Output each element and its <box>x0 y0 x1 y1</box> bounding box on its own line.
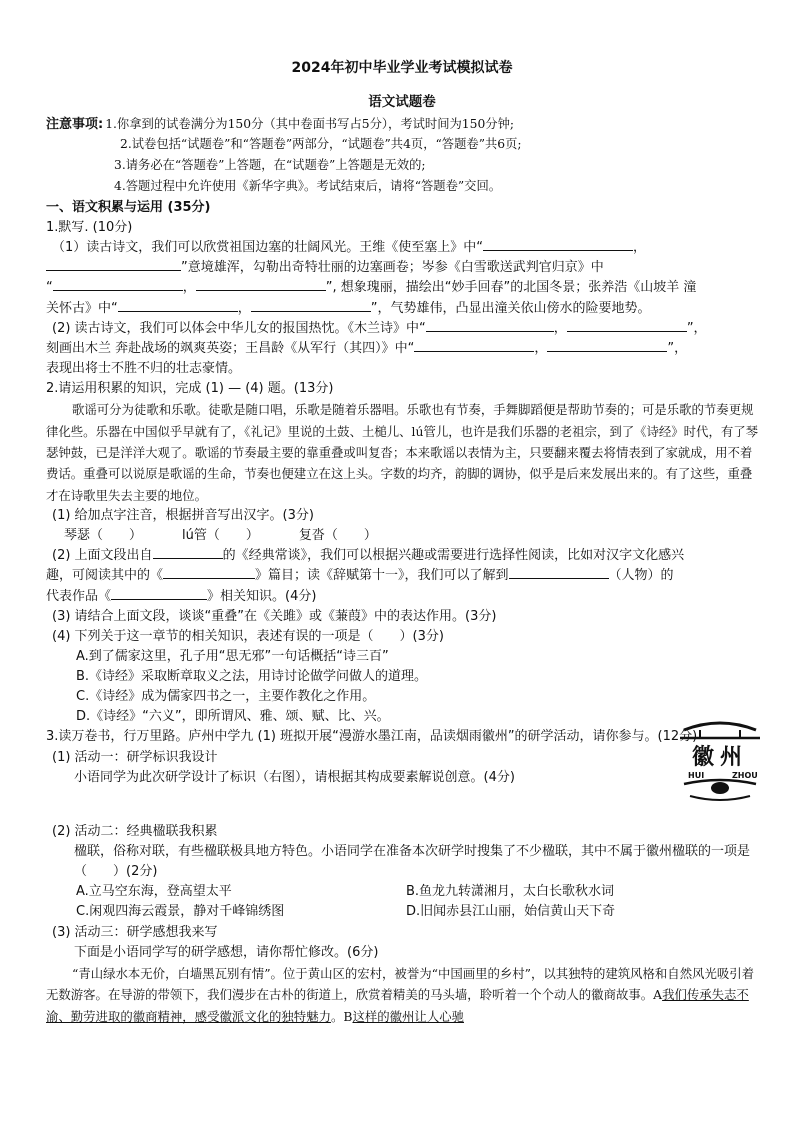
notes-list <box>103 115 514 135</box>
answer-blank[interactable] <box>483 238 633 251</box>
answer-blank[interactable] <box>251 299 371 312</box>
question-2-passage: 歌谣可分为徒歌和乐歌。徒歌是随口唱，乐歌是随着乐器唱。乐歌也有节奏，手舞脚蹈便是帮助节奏的；可是乐歌的节奏更规律化些。乐器在中国似乎早就有了，《礼记》里说的土鼓、土槌儿、lú管儿，也许是我们乐器的老祖宗，到了《诗经》时代，有了琴瑟钟鼓，已是洋洋大观了。歌谣的节奏最主要的靠重叠或叫复沓；本来歌谣以表情为主，只要翻来覆去将情表到了家就成，用不着费话。重叠可以说原是歌谣的生命，节奏也便建立在这上头。字数的均齐，韵脚的调协，似乎是后来发展出来的。有了这些，重叠才在诗歌里失去主要的地位。 <box>46 402 759 503</box>
answer-blank[interactable] <box>163 566 255 579</box>
exam-page <box>46 58 758 1027</box>
exam-title: 2024年初中毕业学业考试模拟试卷 <box>291 60 513 76</box>
question-1-part-1-line-4: 关怀古》中“ ， ”，气势雄伟，凸显出潼关依山傍水的险要地势。 <box>46 300 651 316</box>
activity-1-text: 小语同学为此次研学设计了标识（右图），请根据其构成要素解说创意。(4分) <box>74 769 515 785</box>
option-a: A.立马空东海，登高望太平 <box>76 884 232 900</box>
option-d: D.《诗经》“六义”，即所谓风、雅、颂、赋、比、兴。 <box>76 709 390 725</box>
logo-latin-right: ZHOU <box>732 771 758 780</box>
question-2-sub-2-line-2: 趣，可阅读其中的《 》篇目；读《辞赋第十一》，我们可以了解到 （人物）的 <box>46 568 674 584</box>
notes-item: 4.答题过程中允许使用《新华字典》。考试结束后，请将“答题卷”交回。 <box>114 178 502 193</box>
question-2-sub-2: (2) 上面文段出自 的《经典常谈》，我们可以根据兴趣或需要进行选择性阅读，比如对汉字文化感兴 <box>52 548 685 564</box>
activity-3-heading: (3) 活动三：研学感想我来写 <box>52 924 218 940</box>
notes-label: 注意事项: <box>46 116 104 132</box>
question-2-sub-4: (4) 下列关于这一章节的相关知识，表述有误的一项是（ ）(3分) <box>52 628 444 644</box>
answer-blank[interactable] <box>118 299 238 312</box>
option-d: D.旧闻赤县江山丽，始信黄山天下奇 <box>406 904 616 920</box>
answer-blank[interactable] <box>547 339 667 352</box>
option-c: C.闲观四海云霞景，静对千峰锦绣图 <box>76 904 285 920</box>
answer-blank[interactable] <box>153 546 223 559</box>
question-1-part-1-line-3: “ ， ”, 想象瑰丽，描绘出“妙手回春”的北国冬景；张养浩《山坡羊 潼 <box>46 280 697 296</box>
answer-blank[interactable] <box>426 319 554 332</box>
answer-blank[interactable] <box>509 566 609 579</box>
answer-blank[interactable] <box>567 319 687 332</box>
answer-blank[interactable] <box>111 587 207 600</box>
reflection-passage: “青山绿水本无价，白墙黑瓦别有情”。位于黄山区的宏村，被誉为“中国画里的乡村”，以其独特的建筑风格和自然风光吸引着无数游客。在导游的带领下，我们漫步在古朴的街道上，欣赏着精美的马头墙，聆听着一个个动人的徽商故事。A我们传承失志不渝、勤劳进取的徽商精神，感受徽派文化的独特魅力。B这样的徽州让人心驰 <box>46 965 755 1024</box>
answer-blank[interactable] <box>196 278 326 291</box>
activity-3-text: 下面是小语同学写的研学感想，请你帮忙修改。(6分) <box>74 944 379 960</box>
question-1-heading: 1.默写. (10分) <box>46 220 133 236</box>
activity-2-heading: (2) 活动二：经典楹联我积累 <box>52 823 218 839</box>
notes-item: 2.试卷包括“试题卷”和“答题卷”两部分，“试题卷”共4页，“答题卷”共6页; <box>120 136 522 151</box>
question-3-heading: 3.读万卷书，行万里路。庐州中学九 (1) 班拟开展“漫游水墨江南，品读烟雨徽州”的研学活动，请你参与。(12分) <box>46 729 698 745</box>
research-logo <box>670 714 770 808</box>
logo-chars: 徽州 <box>692 744 749 770</box>
question-2-sub-1: (1) 给加点字注音，根据拼音写出汉字。(3分) <box>52 507 314 523</box>
question-1-part-2-line-3: 表现出将士不胜不归的壮志豪情。 <box>46 361 242 377</box>
notes-list-continued <box>46 135 758 196</box>
question-1-part-1: （1）读古诗文，我们可以欣赏祖国边塞的壮阔风光。王维《使至塞上》中“ ， <box>52 240 647 256</box>
couplet-options <box>46 882 758 922</box>
question-2-heading: 2.请运用积累的知识，完成 (1) — (4) 题。(13分) <box>46 381 334 397</box>
pinyin-row: 琴瑟（ ） lú管（ ） 复沓（ ） <box>64 528 377 544</box>
question-1-part-1-line-2: ”意境雄浑，勾勒出奇特壮丽的边塞画卷；岑参《白雪歌送武判官归京》中 <box>46 258 758 278</box>
question-2-sub-2-line-3: 代表作品《 》相关知识。(4分) <box>46 588 317 604</box>
option-c: C.《诗经》成为儒家四书之一，主要作教化之作用。 <box>76 689 376 705</box>
option-a: A.到了儒家这里，孔子用“思无邪”一句话概括“诗三百” <box>76 648 389 664</box>
sentence-a: 我们传承失志不渝、勤劳进取的徽商精神，感受徽派文化的独特魅力 <box>46 987 749 1024</box>
option-b: B.鱼龙九转潇湘月，太白长歌秋水词 <box>406 884 615 900</box>
section-heading: 一、语文积累与运用 (35分) <box>46 199 211 215</box>
sentence-b: 这样的徽州让人心驰 <box>352 1008 464 1024</box>
notes-item: 1.你拿到的试卷满分为150分（其中卷面书写占5分），考试时间为150分钟; <box>105 116 515 131</box>
logo-latin-left: HUI <box>688 771 705 780</box>
question-1-part-2: (2) 读古诗文，我们可以体会中华儿女的报国热忱。《木兰诗》中“ ， ”， <box>52 320 707 336</box>
notes-block <box>46 115 758 135</box>
answer-blank[interactable] <box>53 278 183 291</box>
option-b: B.《诗经》采取断章取义之法，用诗讨论做学问做人的道理。 <box>76 669 428 685</box>
answer-blank[interactable] <box>414 339 534 352</box>
activity-2-text: 楹联，俗称对联，有些楹联极具地方特色。小语同学在准备本次研学时搜集了不少楹联，其中不属于徽州楹联的一项是（ ）(2分) <box>74 844 751 880</box>
notes-item: 3.请务必在“答题卷”上答题，在“试题卷”上答题是无效的; <box>114 157 426 172</box>
exam-subtitle: 语文试题卷 <box>368 93 436 110</box>
question-1-part-2-line-2: 刻画出木兰 奔赴战场的飒爽英姿；王昌龄《从军行（其四）》中“ ， ”， <box>46 340 688 356</box>
activity-1-heading: (1) 活动一：研学标识我设计 <box>52 749 218 765</box>
answer-blank[interactable] <box>46 258 181 271</box>
question-2-sub-3: (3) 请结合上面文段，谈谈“重叠”在《关雎》或《蒹葭》中的表达作用。(3分) <box>52 608 497 624</box>
